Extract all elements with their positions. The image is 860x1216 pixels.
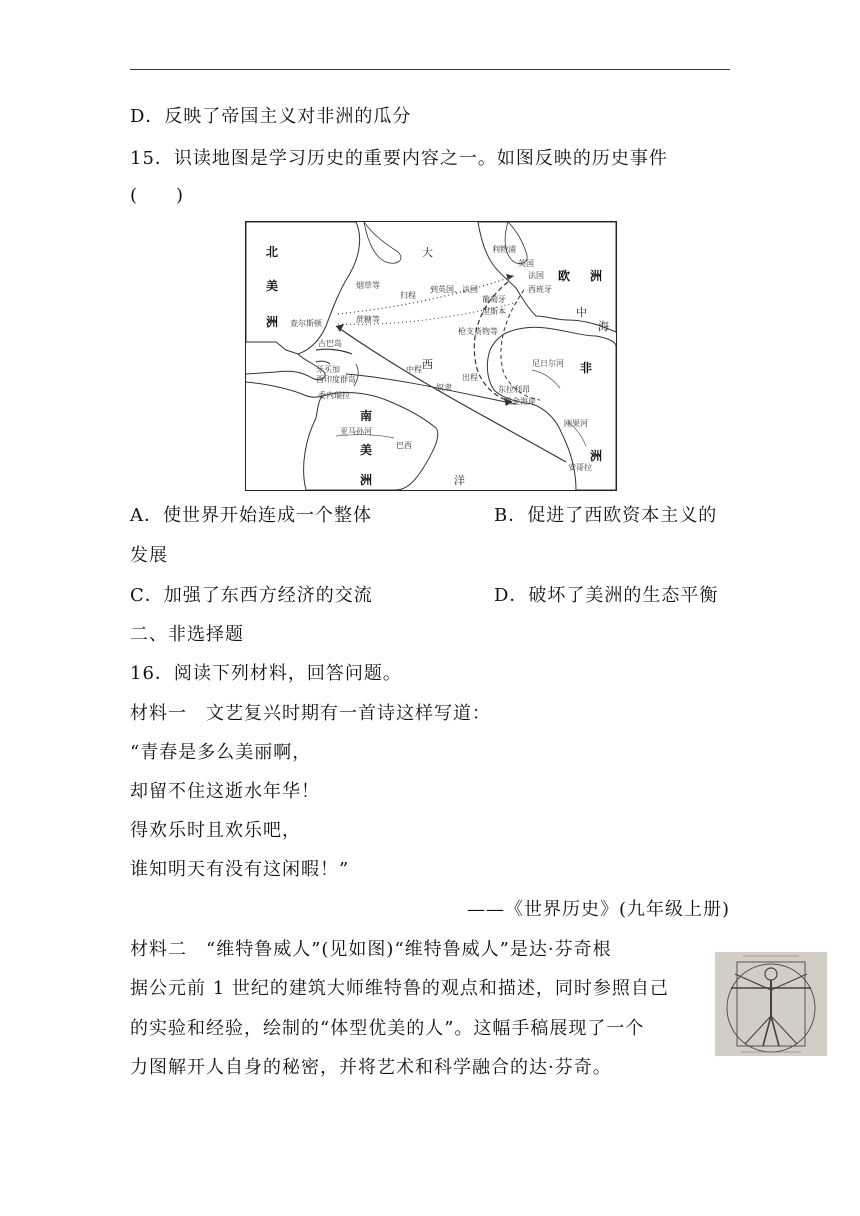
map-label-outbound: 出程 [462,373,478,382]
map-label-tobacco: 烟草等 [356,281,380,290]
q15-option-a: A．使世界开始连成一个整体 [130,505,372,526]
poem-line-3: 得欢乐时且欢乐吧， [130,820,301,841]
map-label-england-france: 到英国、法国 [430,285,478,294]
map-label-jamaica: 牙买加 [316,365,340,374]
map-label-europe-2: 洲 [590,269,603,283]
section-heading: 二、非选择题 [130,624,244,645]
map-label-north-america-3: 洲 [266,315,279,329]
q15-option-b-cont: 发展 [130,545,168,566]
material-2-line-2: 据公元前 1 世纪的建筑大师维特鲁的观点和描述，同时参照自己 [130,978,669,999]
map-label-return: 归程 [400,291,416,300]
q15-stem: 15．识读地图是学习历史的重要内容之一。如图反映的历史事件 [130,148,668,169]
map-label-europe-1: 欧 [558,269,571,283]
header-rule [130,69,730,70]
map-label-angola: 安哥拉 [568,463,592,472]
map-label-liverpool: 利物浦 [492,245,516,254]
map-label-middle: 中程 [406,365,422,374]
map-label-slaves: 奴隶 [436,383,452,392]
map-label-lisbon: 里斯本 [482,307,506,316]
material-1-source: ——《世界历史》(九年级上册) [466,899,730,920]
poem-line-1: “青春是多么美丽啊， [130,742,312,763]
vitruvian-man-sketch [715,952,827,1056]
map-label-cuba: 古巴岛 [318,339,342,348]
map-label-spain: 西班牙 [528,285,552,294]
map-label-niger: 尼日尔河 [532,359,564,368]
q14-option-d: D．反映了帝国主义对非洲的瓜分 [130,106,412,127]
map-label-congo: 刚果河 [564,419,588,428]
map-label-africa-1: 非 [580,361,593,375]
map-label-africa-2: 洲 [590,449,603,463]
map-label-venezuela: 委内瑞拉 [318,391,350,400]
material-2-line-4: 力图解开人自身的秘密，并将艺术和科学融合的达·芬奇。 [130,1057,612,1078]
map-label-south-america-1: 南 [360,409,373,423]
q15-option-c: C．加强了东西方经济的交流 [130,585,373,606]
map-label-guinea: 东拉利昂 [498,385,530,394]
map-label-atlantic-2: 西 [422,358,433,371]
map-label-atlantic-3: 洋 [454,474,465,487]
map-label-brazil: 巴西 [396,441,412,450]
map-label-gold-coast: 黄金海岸 [504,397,536,406]
map-label-charleston: 查尔斯顿 [290,319,322,328]
map-label-sugar: 蔗糖等 [356,315,380,324]
map-label-south-america-2: 美 [360,443,373,457]
map-label-guns: 枪支货物等 [458,327,498,336]
map-label-france: 法国 [528,271,544,280]
map-label-north-america-1: 北 [266,245,279,259]
map-label-england: 英国 [518,259,534,268]
map-svg [246,222,616,490]
map-label-zhong: 中 [576,306,587,319]
map-label-south-america-3: 洲 [360,473,373,487]
q15-answer-paren: ( ) [130,185,185,206]
vitruvian-man-image [715,952,827,1056]
map-label-north-america-2: 美 [266,279,279,293]
map-label-atlantic-1: 大 [422,246,433,259]
q15-option-d: D．破坏了美洲的生态平衡 [494,585,719,606]
map-label-hai: 海 [598,320,609,333]
triangular-trade-map [245,221,617,491]
map-label-west-indies: 西印度群岛 [316,375,356,384]
material-2-line-1: 材料二 “维特鲁威人”(见如图)“维特鲁威人”是达·芬奇根 [130,939,612,960]
map-label-amazon: 亚马孙河 [340,427,372,436]
material-2-line-3: 的实验和经验，绘制的“体型优美的人”。这幅手稿展现了一个 [130,1018,645,1039]
q15-option-b: B．促进了西欧资本主义的 [494,505,718,526]
map-label-portugal: 葡萄牙 [482,295,506,304]
q16-stem: 16．阅读下列材料，回答问题。 [130,663,402,684]
material-1-intro: 材料一 文艺复兴时期有一首诗这样写道： [130,703,491,724]
poem-line-4: 谁知明天有没有这闲暇！” [130,859,350,880]
poem-line-2: 却留不住这逝水年华！ [130,781,320,802]
